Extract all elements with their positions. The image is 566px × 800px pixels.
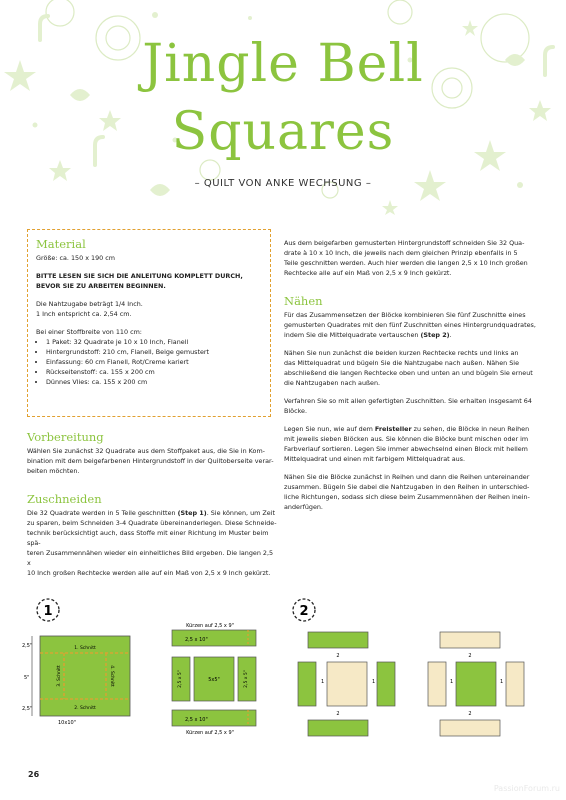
paragraph-line: mit jeweils sieben Blöcken aus. Sie können die Blöcke bunt mischen oder im: [284, 435, 529, 443]
trim-label-top: Kürzen auf 2,5 x 9": [186, 623, 234, 629]
section-zuschneiden: [27, 492, 277, 578]
step-1-ref: (Step 1): [177, 509, 207, 517]
dim-top: 2,5": [22, 643, 33, 649]
paragraph-line: Teile geschnitten werden. Auch hier werden die langen 2,5 x 10 Inch großen: [284, 259, 528, 267]
paragraph-line: liche Richtungen, sodass sich diese beim Zusammennähen der Reihen inein-: [284, 493, 530, 501]
seam-allowance: Die Nahtzugabe beträgt 1/4 Inch.: [36, 300, 143, 308]
dim-middle: 5": [24, 675, 30, 681]
cut-1-label: 1. Schnitt: [74, 646, 96, 651]
freisteller-ref: Freisteller: [374, 425, 412, 433]
zuschneiden-heading: Zuschneiden: [27, 492, 102, 506]
paragraph-line: beiten möchten.: [27, 467, 80, 475]
step-2-badge: [293, 599, 315, 621]
text-run: indem Sie die Mittelquadrate vertauschen: [284, 331, 421, 339]
step-2-block-green: [298, 632, 395, 736]
arrow-label-top: 2: [336, 653, 340, 659]
trim-label-bottom: Kürzen auf 2,5 x 9": [186, 730, 234, 736]
arrow-label-left: 1: [450, 679, 454, 685]
arrow-label-bottom: 2: [468, 711, 472, 717]
material-list: [36, 337, 262, 387]
list-item: • Dünnes Vlies: ca. 155 x 200 cm: [46, 377, 262, 387]
title-line-2: Squares: [171, 102, 395, 162]
dim-bottom: 2,5": [22, 706, 33, 712]
side-right-label: 2,5 x 5": [244, 670, 249, 688]
paragraph-line: Für das Zusammensetzen der Blöcke kombinieren Sie fünf Zuschnitte eines: [284, 311, 526, 319]
arrow-label-top: 2: [468, 653, 472, 659]
paragraph-line: 10 Inch großen Rechtecke werden alle auf ein Maß von 2,5 x 9 Inch gekürzt.: [27, 569, 271, 577]
cut-2-label: 2. Schnitt: [74, 706, 96, 711]
paragraph-line: die Nahtzugaben nach außen.: [284, 379, 381, 387]
step-2-ref: (Step 2): [420, 331, 450, 339]
text-run: .: [449, 331, 452, 339]
paragraph-line: [284, 424, 539, 434]
paragraph-line: zu sparen, beim Schneiden 3-4 Quadrate übereinanderlegen. Diese Schneide-: [27, 519, 277, 527]
arrow-label-right: 1: [500, 679, 504, 685]
paragraph-line: technik berücksichtigt auch, dass Stoffe mit einer Richtung im Muster beim spä-: [27, 529, 269, 547]
step-1-number: 1: [43, 604, 53, 619]
arrow-label-left: 1: [321, 679, 325, 685]
square-size-label: 10x10": [58, 720, 76, 726]
paragraph-line: teren Zusammennähen wieder ein einheitliches Bild ergeben. Die langen 2,5 x: [27, 549, 274, 567]
inch-conversion: 1 Inch entspricht ca. 2,54 cm.: [36, 310, 132, 318]
paragraph-line: gemusterten Quadrates mit den fünf Zuschnitten eines Hintergrundquadrates,: [284, 321, 536, 329]
paragraph-line: das Mittelquadrat und bügeln Sie die Nahtzugabe nach außen. Nähen Sie: [284, 359, 520, 367]
section-naehen: [284, 294, 539, 512]
section-vorbereitung: [27, 430, 277, 476]
page-number: 26: [28, 770, 40, 779]
text-run: zu sehen, die Blöcke in neun Reihen: [411, 425, 530, 433]
paragraph-line: [27, 508, 277, 518]
section-background-cut: [284, 238, 539, 278]
paragraph-line: Aus dem beigefarben gemusterten Hintergrundstoff schneiden Sie 32 Qua-: [284, 239, 525, 247]
step-diagrams: [0, 590, 566, 750]
step-1-badge: [37, 599, 59, 621]
material-size: Größe: ca. 150 x 190 cm: [36, 254, 115, 262]
paragraph-line: abschließend die langen Rechtecke oben und unten an und bügeln Sie erneut: [284, 369, 533, 377]
watermark: PassionForum.ru: [493, 784, 560, 793]
step-2-block-beige: [428, 632, 524, 736]
right-column: [284, 238, 539, 522]
paragraph-line: Mittelquadrat und einen mit farbigem Mittelquadrat aus.: [284, 455, 466, 463]
paragraph-line: zusammen. Bügeln Sie dabei die Nahtzugaben in den Reihen in unterschied-: [284, 483, 530, 491]
list-item: • Rückseitenstoff: ca. 155 x 200 cm: [46, 367, 262, 377]
paragraph-line: Blöcke.: [284, 407, 308, 415]
strip-bottom-label: 2,5 x 10": [185, 717, 208, 723]
paragraph-line: Verfahren Sie so mit allen gefertigten Zuschnitten. Sie erhalten insgesamt 64: [284, 397, 532, 405]
paragraph-line: [284, 330, 539, 340]
subtitle: – QUILT VON ANKE WECHSUNG –: [194, 178, 372, 189]
center-label: 5x5": [208, 677, 220, 683]
text-run: Legen Sie nun, wie auf dem: [284, 425, 375, 433]
fabric-intro: Bei einer Stoffbreite von 110 cm:: [36, 328, 142, 336]
material-box: [27, 229, 271, 417]
step-2-number: 2: [299, 604, 309, 619]
material-heading: Material: [36, 237, 86, 251]
paragraph-line: anderfügen.: [284, 503, 323, 511]
warning-line-1: BITTE LESEN SIE SICH DIE ANLEITUNG KOMPLETT DURCH,: [36, 272, 243, 280]
cut-4-label: 4. Schnitt: [109, 665, 114, 687]
paragraph-line: bination mit dem beigefarbenen Hintergrundstoff in der Quiltoberseite verar-: [27, 457, 274, 465]
list-item: • 1 Paket: 32 Quadrate je 10 x 10 Inch, Flanell: [46, 337, 262, 347]
paragraph-line: drate à 10 x 10 Inch, die jeweils nach dem gleichen Prinzip ebenfalls in 5: [284, 249, 518, 257]
paragraph-line: Wählen Sie zunächst 32 Quadrate aus dem Stoffpaket aus, die Sie in Kom-: [27, 447, 265, 455]
arrow-label-right: 1: [372, 679, 376, 685]
side-left-label: 2,5 x 5": [178, 670, 183, 688]
naehen-heading: Nähen: [284, 294, 323, 308]
step-1-cut-pieces: [172, 623, 256, 736]
vorbereitung-heading: Vorbereitung: [27, 430, 104, 444]
cut-3-label: 3. Schnitt: [57, 665, 62, 687]
list-item: • Hintergrundstoff: 210 cm, Flanell, Beige gemustert: [46, 347, 262, 357]
title-line-1: Jingle Bell: [142, 34, 424, 94]
text-run: . Sie können, um Zeit: [206, 509, 275, 517]
paragraph-line: Rechtecke alle auf ein Maß von 2,5 x 9 Inch gekürzt.: [284, 269, 452, 277]
left-column: [27, 430, 277, 588]
step-1-square: [22, 636, 130, 726]
arrow-label-bottom: 2: [336, 711, 340, 717]
list-item: • Einfassung: 60 cm Flanell, Rot/Creme kariert: [46, 357, 262, 367]
warning-line-2: BEVOR SIE ZU ARBEITEN BEGINNEN.: [36, 282, 166, 290]
strip-top-label: 2,5 x 10": [185, 637, 208, 643]
paragraph-line: Nähen Sie nun zunächst die beiden kurzen Rechtecke rechts und links an: [284, 349, 519, 357]
text-run: Die 32 Quadrate werden in 5 Teile geschnitten: [27, 509, 178, 517]
paragraph-line: Farbverlauf sortieren. Legen Sie immer abwechselnd einen Block mit hellem: [284, 445, 528, 453]
paragraph-line: Nähen Sie die Blöcke zunächst in Reihen und dann die Reihen untereinander: [284, 473, 530, 481]
